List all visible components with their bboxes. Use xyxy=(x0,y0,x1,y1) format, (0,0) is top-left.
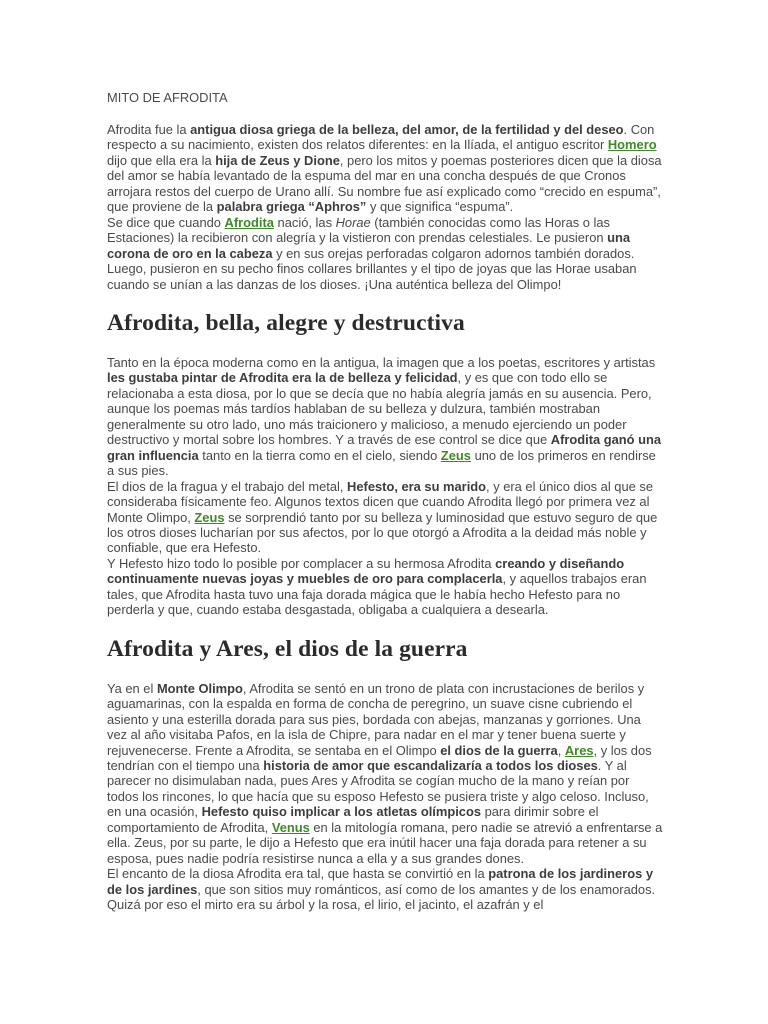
link-ares[interactable]: Ares xyxy=(564,742,594,758)
bold-phrase: una corona de oro en la cabeza xyxy=(107,230,631,261)
italic-term: Horae xyxy=(335,214,371,230)
paragraph-hefesto: El dios de la fragua y el trabajo del metal, Hefesto, era su marido, y era el único dios al que se consideraba físicamente feo. Algunos textos dicen que cuando Afrodita llegó por primera vez al Monte Olimpo, Zeus se sorprendió tanto por su belleza y luminosidad que estuvo seguro de que los otros dioses lucharían por sus afectos, por lo que otorgó a Afrodita a la deidad más noble y confiable, que era Hefesto. xyxy=(107,478,658,556)
bold-phrase: el dios de la guerra xyxy=(440,742,558,758)
section-heading-1: Afrodita, bella, alegre y destructiva xyxy=(107,309,465,336)
link-venus[interactable]: Venus xyxy=(271,819,310,835)
paragraph-birth: Se dice que cuando Afrodita nació, las Horae (también conocidas como las Horas o las Estaciones) la recibieron con alegría y la vistieron con prendas celestiales. Le pusieron una corona de oro en la cabeza y en sus orejas perforadas colgaron adornos también dorados. Luego, pusieron en su pecho finos collares brillantes y el tipo de joyas que las Horae usaban cuando se unían a las danzas de los dioses. ¡Una auténtica belleza del Olimpo! xyxy=(107,214,637,292)
link-afrodita[interactable]: Afrodita xyxy=(224,214,274,230)
section-heading-2: Afrodita y Ares, el dios de la guerra xyxy=(107,635,468,662)
paragraph-gardens: El encanto de la diosa Afrodita era tal, que hasta se convirtió en la patrona de los jardineros y de los jardines, que son sitios muy románticos, así como de los amantes y de los enamorados. Quizá por eso el mirto era su árbol y la rosa, el lirio, el jacinto, el azafrán y el xyxy=(107,866,656,913)
bold-phrase: patrona de los jardineros y de los jardines xyxy=(107,866,653,897)
bold-phrase: Monte Olimpo xyxy=(156,680,243,696)
bold-phrase: historia de amor que escandalizaría a todos los dioses xyxy=(263,757,598,773)
bold-phrase: antigua diosa griega de la belleza, del amor, de la fertilidad y del deseo xyxy=(190,122,624,137)
bold-phrase: les gustaba pintar de Afrodita era la de belleza y felicidad xyxy=(107,370,458,386)
link-homero[interactable]: Homero xyxy=(607,137,657,153)
paragraph-image: Tanto en la época moderna como en la antigua, la imagen que a los poetas, escritores y artistas les gustaba pintar de Afrodita era la de belleza y felicidad, y es que con todo ello se relacionaba a esta diosa, por lo que se decía que no había alegría jamás en su ausencia. Pero, aunque los poemas más tardíos hablaban de su belleza y dulzura, también mostraban generalmente su otro lado, uno más traicionero y malicioso, a menudo ejerciendo un poder destructivo y mortal sobre los hombres. Y a través de ese control se dice que Afrodita ganó una gran influencia tanto en la tierra como en el cielo, siendo Zeus uno de los primeros en rendirse a sus pies. xyxy=(107,354,662,479)
document-content xyxy=(107,90,663,912)
document-title: MITO DE AFRODITA xyxy=(107,90,228,105)
bold-phrase: Hefesto, era su marido xyxy=(347,478,487,494)
link-zeus[interactable]: Zeus xyxy=(194,509,225,525)
paragraph-intro: Afrodita fue la antigua diosa griega de la belleza, del amor, de la fertilidad y del deseo. Con respecto a su nacimiento, existen dos relatos diferentes: en la Ilíada, el antiguo escritor Homero dijo que ella era la hija de Zeus y Dione, pero los mitos y poemas posteriores dicen que la diosa del amor se había levantado de la espuma del mar en una concha después de que Cronos arrojara restos del cuerpo de Urano allí. Su nombre fue así explicado como “crecido en espuma”, que proviene de la palabra griega “Aphros” y que significa “espuma”. xyxy=(107,122,662,215)
paragraph-olympus: Ya en el Monte Olimpo, Afrodita se sentó en un trono de plata con incrustaciones de berilos y aguamarinas, con la espalda en forma de concha de peregrino, un suave cisne cubriendo el asiento y una esterilla dorada para sus pies, bordada con abejas, manzanas y gorriones. Una vez al año visitaba Pafos, en la isla de Chipre, para nadar en el mar y tener buena suerte y rejuvenecerse. Frente a Afrodita, se sentaba en el Olimpo el dios de la guerra, Ares, y los dos tendrían con el tiempo una historia de amor que escandalizaría a todos los dioses. Y al parecer no disimulaban nada, pues Ares y Afrodita se cogían mucho de la mano y reían por todos los rincones, lo que hacía que su esposo Hefesto se pusiera triste y algo celoso. Incluso, en una ocasión, Hefesto quiso implicar a los atletas olímpicos para dirimir sobre el comportamiento de Afrodita, Venus en la mitología romana, pero nadie se atrevió a enfrentarse a ella. Zeus, por su parte, le dijo a Hefesto que era inútil hacer una faja dorada para retener a su esposa, pues nadie podría resistirse nunca a ella y a sus grandes dones. xyxy=(107,680,663,866)
bold-phrase: Hefesto quiso implicar a los atletas olímpicos xyxy=(201,804,481,820)
bold-phrase: hija de Zeus y Dione xyxy=(215,152,340,168)
bold-phrase: palabra griega “Aphros” xyxy=(216,199,367,215)
link-zeus[interactable]: Zeus xyxy=(440,447,471,463)
bold-phrase: creando y diseñando continuamente nuevas joyas y muebles de oro para complacerla xyxy=(107,555,625,587)
bold-phrase: Afrodita ganó una gran influencia xyxy=(107,432,662,463)
paragraph-gifts: Y Hefesto hizo todo lo posible por complacer a su hermosa Afrodita creando y diseñando continuamente nuevas joyas y muebles de oro para complacerla, y aquellos trabajos eran tales, que Afrodita hasta tuvo una faja dorada mágica que le había hecho Hefesto para no perderla y que, cuando estaba desgastada, obligaba a cualquiera a desearla. xyxy=(107,555,647,618)
